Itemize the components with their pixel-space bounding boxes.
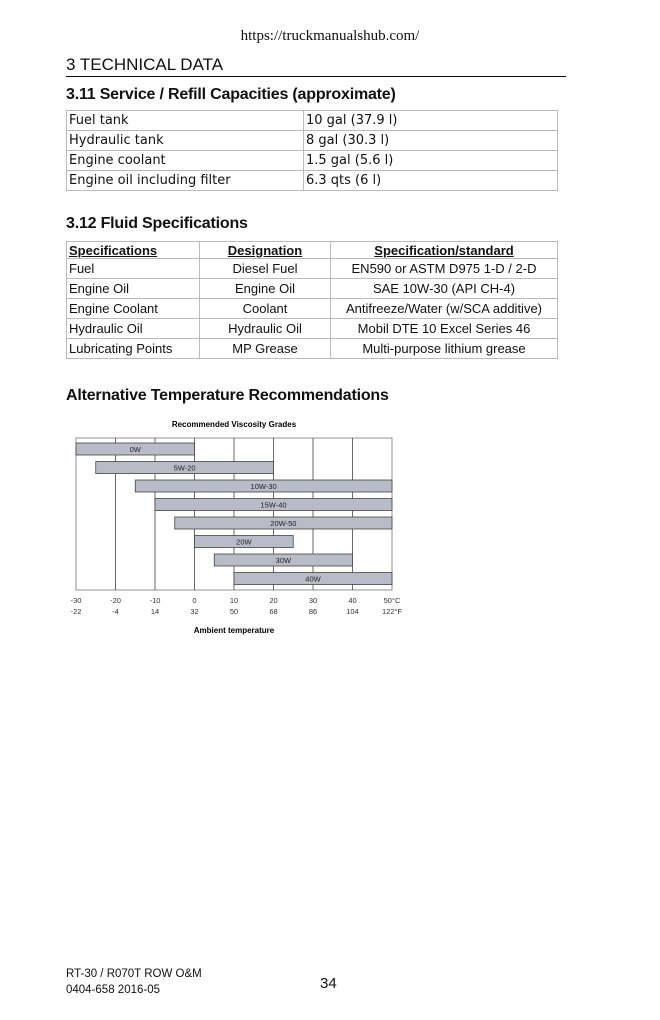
spec-designation: Coolant [200,299,331,319]
footer-doc: 0404-658 2016-05 [66,984,160,996]
source-url: https://truckmanualshub.com/ [240,28,420,44]
capacity-value: 6.3 qts (6 l) [304,171,558,191]
fluid-spec-table [66,241,558,359]
spec-standard: Antifreeze/Water (w/SCA additive) [331,299,558,319]
capacity-item: Hydraulic tank [67,131,304,151]
spec-designation: Engine Oil [200,279,331,299]
chart-tick-label-fahrenheit: 122°F [381,607,403,616]
spec-designation: Diesel Fuel [200,259,331,279]
spec-name: Lubricating Points [67,339,200,359]
spec-name: Fuel [67,259,200,279]
capacity-item: Fuel tank [67,111,304,131]
footer-info [66,966,202,998]
capacity-value: 10 gal (37.9 l) [304,111,558,131]
fluid-spec-row [67,279,558,299]
capacity-item: Engine oil including filter [67,171,304,191]
section-title: 3 TECHNICAL DATA [66,55,566,77]
chart-bar-label: 30W [275,556,292,565]
chart-bar-label: 10W-30 [250,482,277,491]
spec-standard: Multi-purpose lithium grease [331,339,558,359]
header-designation: Designation [200,242,331,259]
chart-bar-label: 5W-20 [173,463,196,473]
fluid-spec-header-row [67,242,558,259]
chart-tick-label-celsius: -30 [70,596,82,605]
chart-tick-label-fahrenheit: 32 [190,607,199,616]
chart-tick-label-celsius: 10 [229,596,239,605]
spec-designation: MP Grease [200,339,331,359]
chart-bar-label: 15W-40 [260,500,287,510]
page-number: 34 [320,975,337,992]
chart-tick-label-celsius: 20 [269,596,278,605]
capacity-row [67,171,558,191]
chart-tick-label-fahrenheit: 68 [269,607,278,616]
chart-bar-label: 40W [305,574,321,584]
chart-bar-label: 20W [236,537,252,547]
header-specifications: Specifications [67,242,200,259]
header-standard: Specification/standard [331,242,558,259]
chart-tick-label-fahrenheit: -4 [112,607,119,616]
spec-name: Engine Oil [67,279,200,299]
capacity-value: 8 gal (30.3 l) [304,131,558,151]
capacity-row [67,131,558,151]
chart-tick-label-celsius: 0 [192,596,197,605]
viscosity-chart [52,412,432,642]
footer-model: RT-30 / R070T ROW O&M [66,968,202,980]
chart-tick-label-celsius: 50°C [383,596,401,605]
fluid-spec-row [67,319,558,339]
spec-standard: Mobil DTE 10 Excel Series 46 [331,319,558,339]
capacity-row [67,111,558,131]
fluid-spec-heading: 3.12 Fluid Specifications [66,215,248,232]
chart-tick-label-fahrenheit: -22 [70,607,82,616]
capacities-heading: 3.11 Service / Refill Capacities (approximate) [66,86,396,103]
chart-bar-label: 0W [129,445,141,454]
chart-x-axis-label: Ambient temperature [193,626,275,635]
chart-tick-label-celsius: -20 [110,596,121,605]
chart-title: Recommended Viscosity Grades [171,420,297,429]
capacity-value: 1.5 gal (5.6 l) [304,151,558,171]
chart-tick-label-fahrenheit: 104 [346,607,359,616]
spec-name: Hydraulic Oil [67,319,200,339]
spec-designation: Hydraulic Oil [200,319,331,339]
chart-tick-label-celsius: -10 [149,596,161,605]
alt-temp-heading: Alternative Temperature Recommendations [66,387,389,404]
capacities-table [66,110,558,191]
chart-tick-label-fahrenheit: 86 [308,607,318,616]
spec-name: Engine Coolant [67,299,200,319]
spec-standard: EN590 or ASTM D975 1-D / 2-D [331,259,558,279]
chart-tick-label-celsius: 30 [308,596,318,605]
chart-bar-label: 20W-50 [270,519,297,528]
capacity-row [67,151,558,171]
chart-tick-label-celsius: 40 [348,596,357,605]
fluid-spec-row [67,339,558,359]
spec-standard: SAE 10W-30 (API CH-4) [331,279,558,299]
chart-tick-label-fahrenheit: 14 [150,607,160,616]
fluid-spec-row [67,259,558,279]
chart-tick-label-fahrenheit: 50 [229,607,239,616]
fluid-spec-row [67,299,558,319]
capacity-item: Engine coolant [67,151,304,171]
